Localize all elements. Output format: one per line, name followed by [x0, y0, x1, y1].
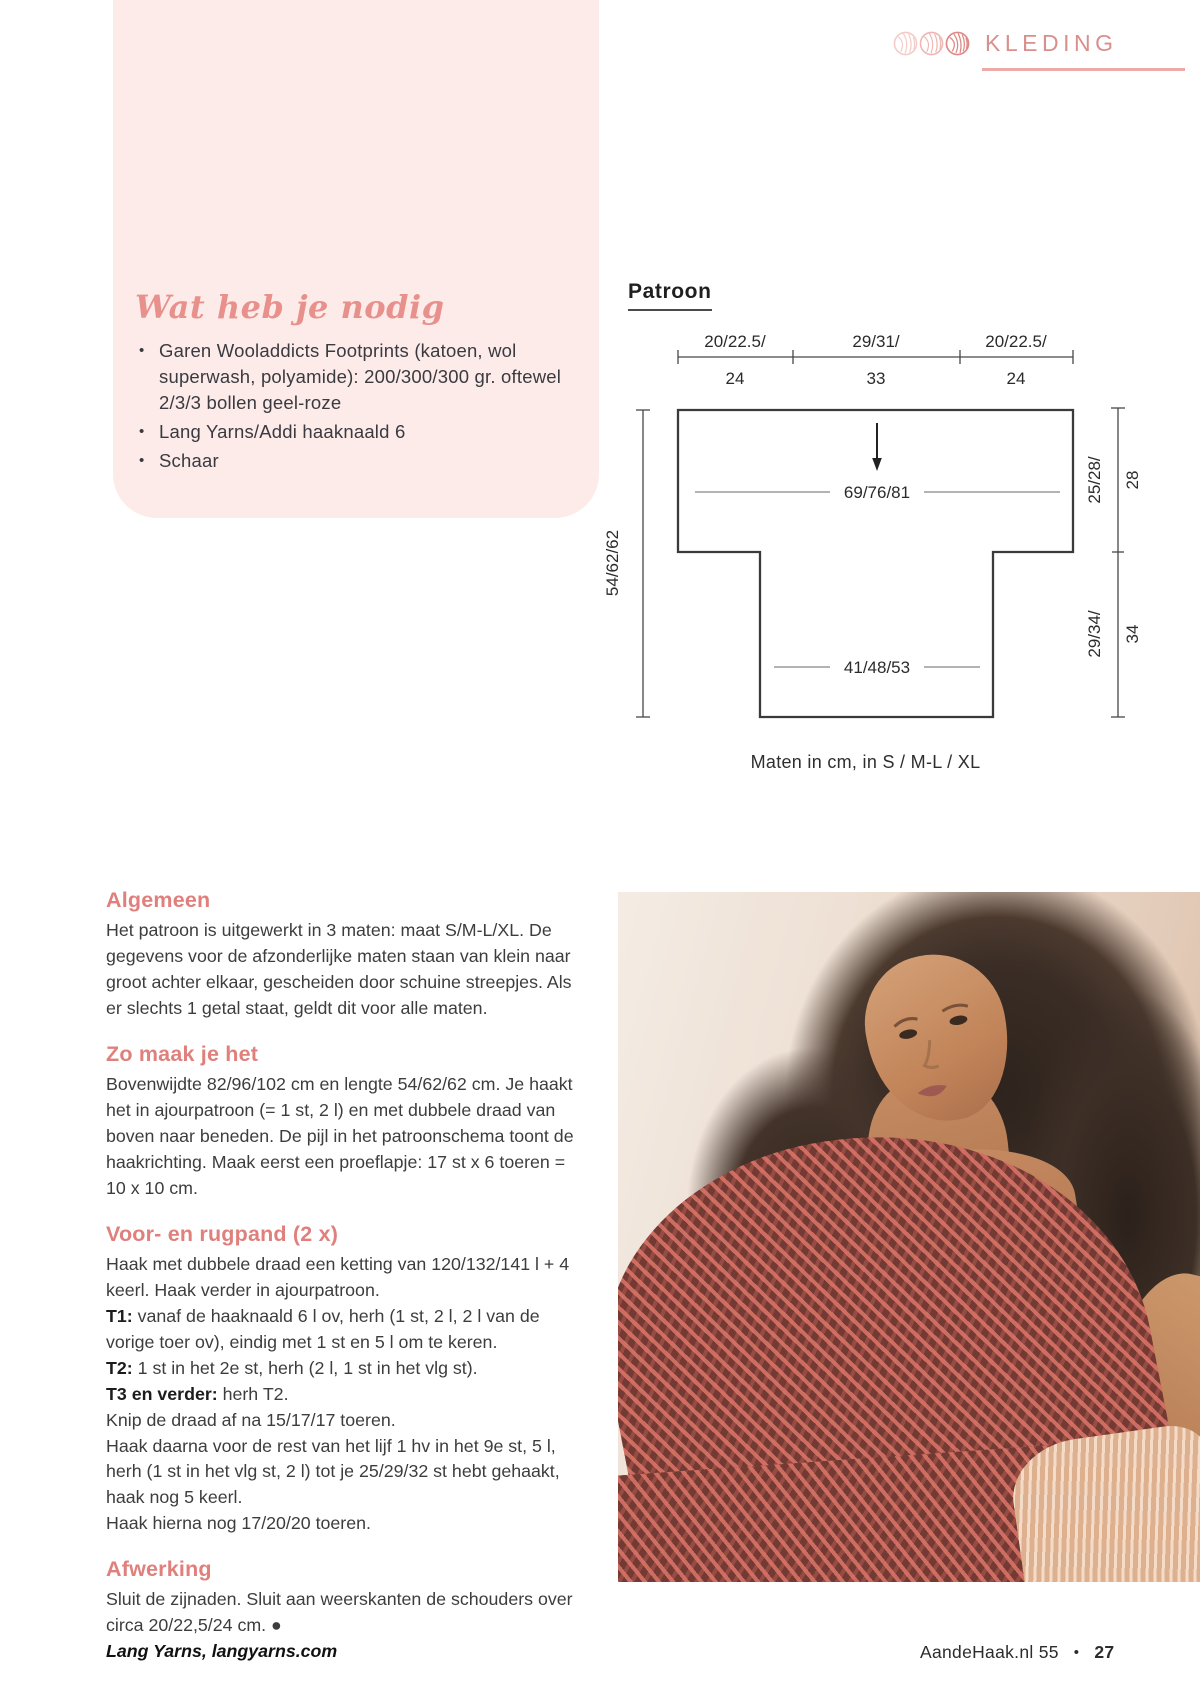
- shoulder-width-xl-label: 24: [725, 369, 745, 388]
- section-zo-maak-je-het: [106, 1042, 574, 1202]
- bullet-icon: •: [139, 451, 145, 469]
- materials-list: [139, 338, 575, 476]
- bullet-icon: •: [139, 422, 145, 440]
- shoulder-width-xl-label: 24: [1006, 369, 1026, 388]
- section-algemeen: [106, 888, 574, 1022]
- section-paragraph: Het patroon is uitgewerkt in 3 maten: maat S/M-L/XL. De gegevens voor de afzonderlijke maten staan van klein naar groot achter elkaar, gescheiden door schuine streepjes. Als er slechts 1 getal staat, geldt dit voor alle maten.: [106, 920, 572, 1018]
- page-footer: [920, 1642, 1114, 1663]
- section-paragraph: Haak met dubbele draad een ketting van 120/132/141 l + 4 keerl. Haak verder in ajourpatroon.: [106, 1253, 570, 1300]
- materials-item-text: Garen Wooladdicts Footprints (katoen, wol superwash, polyamide): 200/300/300 gr. oftewel 2/3/3 bollen geel-roze: [159, 340, 562, 413]
- section-paragraph: Lang Yarns, langyarns.com: [106, 1641, 338, 1662]
- section-paragraph: Haak daarna voor de rest van het lijf 1 hv in het 9e st, 5 l, herh (1 st in het vlg st, 2 l) tot je 25/29/32 st hebt gehaakt, haak nog 5 keerl.: [106, 1435, 560, 1508]
- direction-arrow-icon: [872, 423, 882, 471]
- bullet-icon: •: [139, 342, 145, 359]
- yarn-ball-icon: [945, 31, 970, 56]
- pattern-instructions: [106, 888, 574, 1685]
- neck-width-label: 29/31/: [852, 332, 900, 351]
- section-paragraph: T1: vanaf de haaknaald 6 l ov, herh (1 st, 2 l, 2 l van de vorige toer ov), eindig met 1 st en 5 l om te keren.: [106, 1305, 540, 1352]
- section-heading: Voor- en rugpand (2 x): [106, 1221, 339, 1246]
- top-dimension-line: [678, 350, 1073, 364]
- materials-box: [113, 0, 599, 518]
- model-photo: [618, 892, 1200, 1582]
- section-paragraph: T2: 1 st in het 2e st, herh (2 l, 1 st in het vlg st).: [106, 1357, 478, 1378]
- shoulder-width-label: 20/22.5/: [985, 332, 1047, 351]
- total-length-label: 54/62/62: [603, 529, 622, 597]
- section-paragraph: Knip de draad af na 15/17/17 toeren.: [106, 1409, 396, 1430]
- section-heading: Afwerking: [106, 1557, 212, 1582]
- section-paragraph: Sluit de zijnaden. Sluit aan weerskanten de schouders over circa 20/22,5/24 cm. ●: [106, 1589, 573, 1636]
- header-rule: [982, 68, 1185, 71]
- face-features: [847, 952, 1036, 1149]
- upper-width-label: 69/76/81: [843, 483, 911, 502]
- section-heading: Zo maak je het: [106, 1041, 259, 1066]
- section-heading: Algemeen: [106, 888, 211, 912]
- footer-separator: •: [1073, 1644, 1080, 1661]
- page-number: 27: [1094, 1642, 1115, 1662]
- lower-width-label: 41/48/53: [843, 658, 911, 677]
- neck-width-xl-label: 33: [866, 369, 886, 388]
- shoulder-width-label: 20/22.5/: [704, 332, 766, 351]
- materials-item: [139, 448, 575, 474]
- materials-item-text: Schaar: [159, 449, 219, 471]
- diagram-caption: Maten in cm, in S / M-L / XL: [750, 752, 981, 772]
- page-header: [893, 30, 1117, 57]
- section-paragraph: Haak hierna nog 17/20/20 toeren.: [106, 1513, 371, 1534]
- materials-title: Wat heb je nodig: [135, 288, 445, 326]
- category-label: KLEDING: [985, 30, 1118, 56]
- materials-item: [139, 338, 575, 416]
- section-voor-en-rugpand-2-x: [106, 1222, 574, 1538]
- diagram-title: Patroon: [628, 280, 712, 311]
- yoke-depth-xl-label: 28: [1123, 470, 1142, 490]
- yarn-ball-icon: [893, 31, 918, 56]
- section-paragraph: Bovenwijdte 82/96/102 cm en lengte 54/62/62 cm. Je haakt het in ajourpatroon (= 1 st, 2 l) en met dubbele draad van boven naar beneden. De pijl in het patroonschema toont de haakrichting. Maak eerst een proeflapje: 17 st x 6 toeren = 10 x 10 cm.: [106, 1073, 574, 1198]
- yarn-icons: [893, 31, 970, 56]
- magazine-name: AandeHaak.nl 55: [920, 1642, 1059, 1662]
- section-paragraph: T3 en verder: herh T2.: [106, 1383, 289, 1404]
- right-dimension-line: [1111, 408, 1125, 717]
- yoke-depth-label: 25/28/: [1085, 456, 1104, 504]
- left-dimension-line: [636, 410, 650, 717]
- body-length-xl-label: 34: [1123, 624, 1142, 644]
- pattern-schematic: [578, 320, 1200, 740]
- materials-item: [139, 419, 575, 445]
- body-length-label: 29/34/: [1085, 610, 1104, 658]
- section-afwerking: [106, 1557, 574, 1665]
- yarn-ball-icon: [919, 31, 944, 56]
- materials-item-text: Lang Yarns/Addi haaknaald 6: [159, 420, 406, 442]
